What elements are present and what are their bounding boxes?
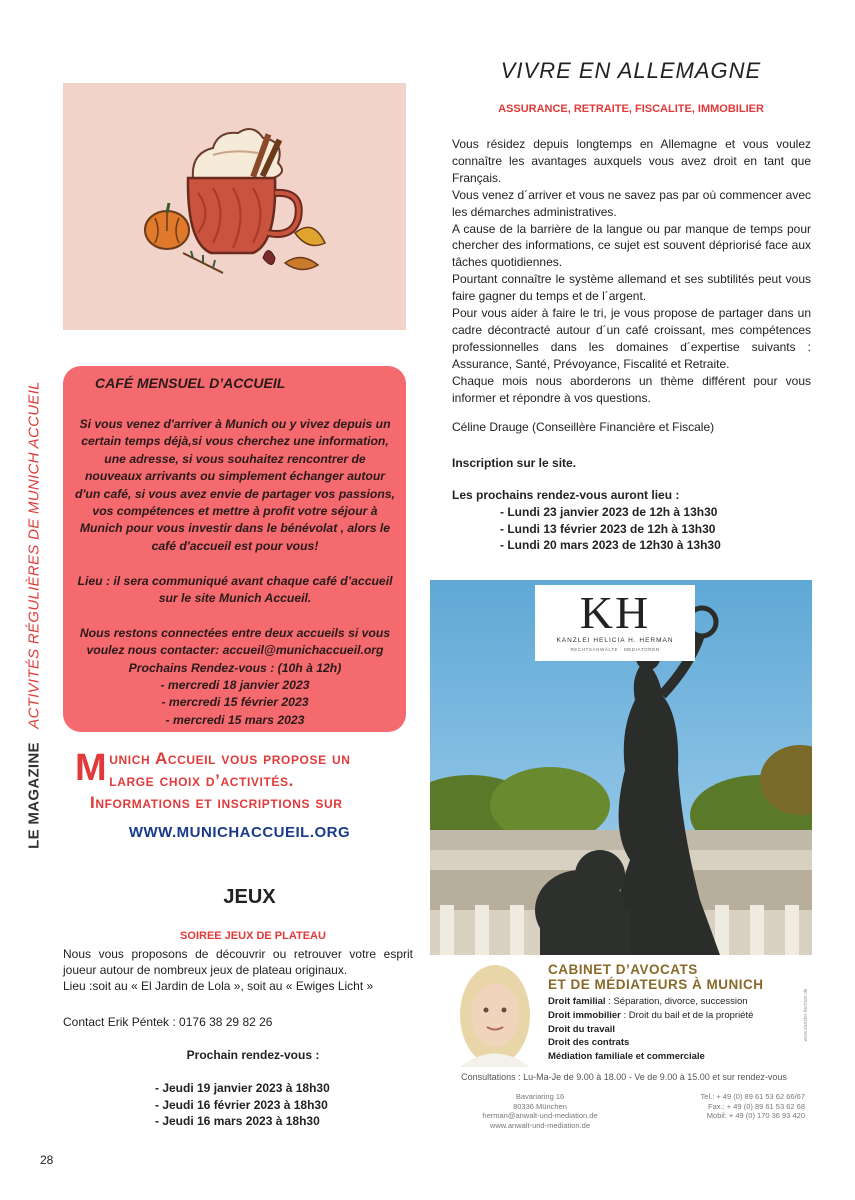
munich-accueil-link[interactable]: WWW.MUNICHACCUEIL.ORG — [128, 824, 351, 841]
vivre-paragraph: Pour vous aider à faire le tri, je vous propose de partager dans un cadre décontracté autour d´un café croissant, mes compétences professionnelles dans les domaines d´expertise suivants : Assurance, Santé, Prévoyance, Fiscalité et Retraite. — [452, 306, 811, 371]
phone-line: Tel.: + 49 (0) 89 61 53 62 66/67 — [700, 1092, 805, 1101]
phone-line: Fax.: + 49 (0) 89 61 53 62 68 — [708, 1101, 805, 1111]
address-line: Bavariaring 16 — [515, 1092, 565, 1101]
side-section-name: ACTIVITÉS RÉGULIÈRES DE MUNICH ACCUEIL — [25, 381, 43, 729]
cafe-line: sur le site Munich Accueil. — [158, 591, 312, 606]
law-firm-name: KANZLEI HELICIA H. HERMAN — [556, 637, 674, 644]
cafe-line: une adresse, si vous souhaitez rencontrer de — [104, 451, 366, 466]
cafe-line: vos compétences et mettre à profit votre séjour à — [92, 504, 378, 519]
vivre-paragraph: Chaque mois nous aborderons un thème différent pour vous informer et répondre à vos questions. — [452, 373, 811, 405]
cafe-title: CAFÉ MENSUEL D’ACCUEIL — [95, 375, 286, 391]
side-magazine-label: LE MAGAZINE — [25, 742, 43, 849]
jeux-dates — [155, 1080, 330, 1130]
cafe-line: Prochains Rendez-vous : (10h à 12h) — [128, 660, 342, 675]
promo-line: large choix d’activités. — [109, 771, 294, 790]
service-detail: : Droit du bail et de la propriété — [620, 1009, 754, 1021]
service-item — [548, 1036, 808, 1050]
cafe-date: - mercredi 18 janvier 2023 — [160, 678, 310, 693]
service-label: Droit du travail — [548, 1023, 616, 1035]
vivre-title: VIVRE EN ALLEMAGNE — [500, 58, 762, 83]
law-firm-subtitle: RECHTSANWÄLTE · MEDIATOREN — [570, 647, 660, 652]
service-item — [548, 1009, 808, 1023]
service-label: Médiation familiale et commerciale — [548, 1051, 705, 1063]
address-line: 80336 München — [513, 1101, 567, 1111]
phone-line: Mobil: + 49 (0) 170 36 93 420 — [706, 1111, 805, 1120]
munich-accueil-promo — [75, 748, 415, 814]
cafe-line: voulez nous contacter: accueil@munichaccueil.org — [86, 643, 384, 658]
service-label: Droit des contrats — [548, 1037, 630, 1049]
law-firm-phones — [620, 1092, 805, 1121]
jeux-title: JEUX — [223, 886, 276, 908]
law-firm-title-line: CABINET D’AVOCATS — [548, 962, 698, 977]
law-firm-side-text — [800, 965, 812, 1065]
vivre-paragraph: Vous venez d´arriver et vous ne savez pas par où commencer avec les démarches administratives. — [452, 187, 811, 219]
cafe-line: Si vous venez d'arriver à Munich ou y vivez depuis un — [79, 417, 391, 431]
promo-line: Informations et inscriptions sur — [90, 793, 343, 812]
jeux-contact: Contact Erik Péntek : 0176 38 29 82 26 — [63, 1015, 273, 1029]
jeux-description — [63, 946, 413, 994]
autumn-cup-illustration — [63, 83, 406, 330]
jeux-date: - Jeudi 16 février 2023 à 18h30 — [155, 1097, 328, 1112]
cafe-line: certain temps déjà,si vous cherchez une information, — [81, 434, 389, 449]
law-firm-services — [548, 995, 808, 1064]
jeux-date: - Jeudi 16 mars 2023 à 18h30 — [155, 1114, 320, 1128]
side-section-label — [24, 381, 44, 849]
cafe-line: Nous restons connectées entre deux accueils si vous — [79, 625, 391, 640]
cafe-line: Lieu : il sera communiqué avant chaque café d’accueil — [77, 573, 393, 588]
vivre-paragraph: Pourtant connaître le système allemand et ses subtilités peut vous faire gagner du temps et de l´argent. — [452, 272, 811, 304]
service-detail: : Séparation, divorce, succession — [605, 996, 748, 1007]
vivre-signature: Céline Drauge (Conseillère Financière et Fiscale) — [452, 420, 715, 434]
service-item — [548, 1050, 808, 1064]
service-label: Droit immobilier — [548, 1009, 621, 1021]
cafe-line: nouveaux arrivants ou simplement échanger autour — [84, 469, 386, 484]
vivre-body — [452, 136, 811, 407]
vivre-date: - Lundi 20 mars 2023 de 12h30 à 13h30 — [500, 538, 721, 552]
jeux-next-label: Prochain rendez-vous : — [186, 1048, 320, 1062]
page-number: 28 — [40, 1153, 54, 1167]
vivre-subtitle: ASSURANCE, RETRAITE, FISCALITE, IMMOBILIER — [498, 103, 764, 115]
cafe-date: - mercredi 15 février 2023 — [161, 695, 309, 710]
cafe-description — [70, 416, 400, 729]
jeux-lieu: Lieu :soit au « El Jardin de Lola », soit au « Ewiges Licht » — [63, 979, 374, 993]
jeux-date: - Jeudi 19 janvier 2023 à 18h30 — [155, 1081, 330, 1095]
vivre-inscription: Inscription sur le site. — [452, 456, 577, 470]
cafe-date: - mercredi 15 mars 2023 — [165, 712, 305, 727]
vivre-paragraph: Vous résidez depuis longtemps en Allemagne et vous voulez connaître les avantages auxquels vous avez droit en tant que Français. — [452, 137, 811, 185]
law-firm-hours: Consultations : Lu-Ma-Je de 9.00 à 18.00 - Ve de 9.00 à 15.00 et sur rendez-vous — [461, 1072, 787, 1082]
promo-initial: M — [75, 747, 108, 789]
vivre-paragraph: A cause de la barrière de la langue ou par manque de temps pour chercher des informations, ce sujet est souvent dépriorisé face aux tâches quotidiennes. — [452, 221, 811, 270]
jeux-subtitle: SOIREE JEUX DE PLATEAU — [180, 930, 326, 942]
cafe-line: d'un café, si vous avez envie de partager vos passions, — [75, 486, 395, 501]
service-label: Droit familial — [548, 996, 606, 1007]
law-firm-title — [548, 962, 808, 992]
promo-line: unich Accueil vous propose un — [109, 749, 351, 768]
service-item — [548, 995, 808, 1009]
vivre-date: - Lundi 23 janvier 2023 de 12h à 13h30 — [500, 505, 718, 519]
cafe-spacer — [70, 607, 400, 624]
law-firm-title-line: ET DE MÉDIATEURS À MUNICH — [548, 977, 764, 992]
jeux-text: Nous vous proposons de découvrir ou retrouver votre esprit joueur autour de nombreux jeux de plateau originaux. — [63, 947, 413, 977]
address-email[interactable]: herman@anwalt-und-mediation.de — [482, 1111, 598, 1120]
side-website: www.kanzlei-herman.de — [803, 988, 809, 1042]
vivre-dates — [500, 504, 721, 554]
cafe-line: café d'accueil est pour vous! — [151, 538, 319, 553]
cafe-line: Munich pour vous investir dans le bénévolat , alors le — [79, 521, 391, 536]
law-firm-address — [440, 1092, 640, 1130]
law-firm-logo: KH — [579, 587, 651, 638]
cafe-spacer — [70, 555, 400, 572]
address-website[interactable]: www.anwalt-und-mediation.de — [489, 1120, 591, 1130]
vivre-date: - Lundi 13 février 2023 de 12h à 13h30 — [500, 521, 716, 536]
vivre-next-label: Les prochains rendez-vous auront lieu : — [452, 488, 680, 502]
service-item — [548, 1023, 808, 1037]
